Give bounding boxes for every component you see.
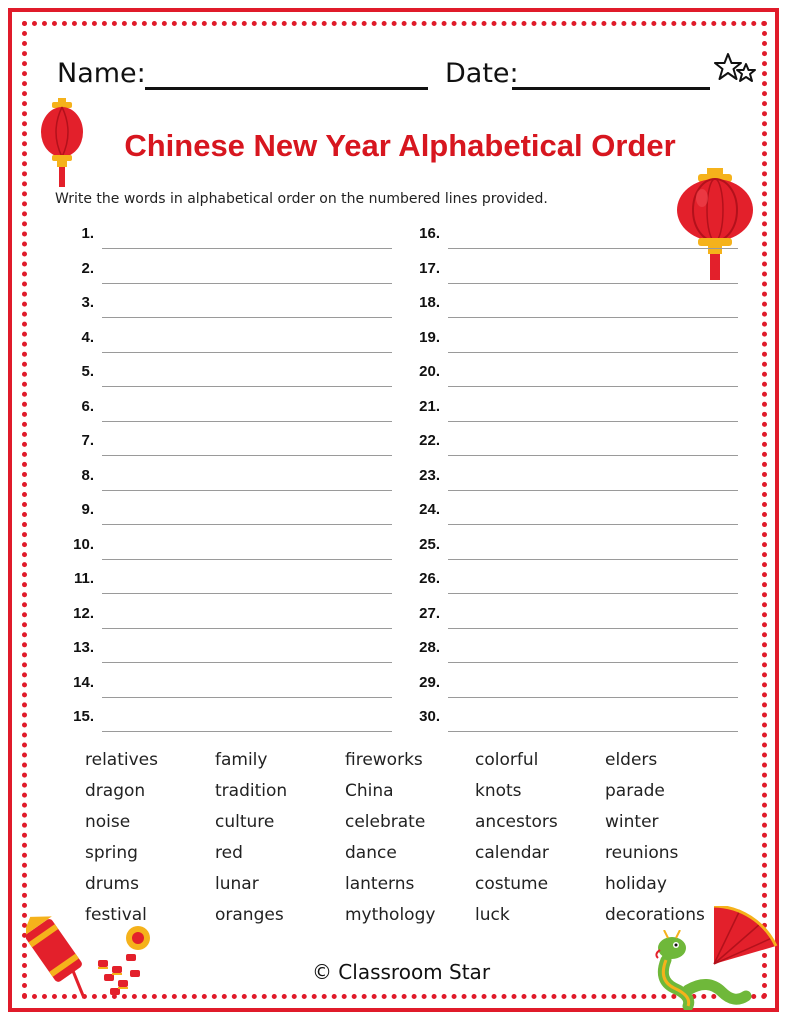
line-number: 17.: [419, 259, 440, 277]
line-number: 7.: [81, 432, 94, 449]
line-number: 2.: [81, 259, 94, 277]
answer-row: [400, 596, 760, 631]
word-bank-item: ancestors: [475, 812, 558, 832]
answer-row: [54, 458, 414, 493]
name-field[interactable]: [145, 87, 428, 90]
answer-line[interactable]: [448, 248, 738, 249]
answer-row: [54, 492, 414, 527]
line-number: 29.: [419, 673, 440, 691]
answer-line[interactable]: [102, 421, 392, 422]
line-number: 14.: [73, 673, 94, 691]
answer-line[interactable]: [448, 317, 738, 318]
word-bank-item: parade: [605, 781, 665, 801]
answer-row: [400, 389, 760, 424]
line-number: 27.: [419, 604, 440, 622]
word-bank-item: fireworks: [345, 750, 423, 770]
answer-row: [54, 389, 414, 424]
word-bank-item: China: [345, 781, 394, 801]
line-number: 9.: [81, 501, 94, 518]
line-number: 22.: [419, 432, 440, 449]
line-number: 19.: [419, 328, 440, 346]
answer-column-left: [54, 216, 414, 734]
answer-line[interactable]: [448, 559, 738, 560]
answer-row: [400, 699, 760, 734]
word-bank-item: noise: [85, 812, 131, 832]
answer-row: [54, 216, 414, 251]
line-number: 1.: [81, 225, 94, 242]
word-bank-item: dance: [345, 843, 397, 863]
line-number: 4.: [81, 328, 94, 346]
answer-line[interactable]: [102, 628, 392, 629]
answer-line[interactable]: [102, 455, 392, 456]
answer-line[interactable]: [102, 352, 392, 353]
answer-row: [54, 665, 414, 700]
word-bank-item: reunions: [605, 843, 679, 863]
answer-line[interactable]: [102, 593, 392, 594]
worksheet-title: Chinese New Year Alphabetical Order: [124, 128, 676, 163]
word-bank-item: lunar: [215, 874, 259, 894]
answer-line[interactable]: [102, 386, 392, 387]
line-number: 30.: [419, 708, 440, 725]
copyright-footer: © Classroom Star: [311, 960, 491, 984]
answer-column-right: [400, 216, 760, 734]
answer-row: [400, 251, 760, 286]
word-bank-item: lanterns: [345, 874, 415, 894]
answer-row: [54, 596, 414, 631]
answer-row: [400, 285, 760, 320]
line-number: 24.: [419, 501, 440, 518]
answer-row: [54, 527, 414, 562]
answer-line[interactable]: [102, 283, 392, 284]
answer-line[interactable]: [102, 248, 392, 249]
line-number: 5.: [81, 363, 94, 380]
line-number: 28.: [419, 639, 440, 656]
word-bank-item: relatives: [85, 750, 158, 770]
line-number: 13.: [73, 639, 94, 656]
answer-line[interactable]: [448, 662, 738, 663]
date-field[interactable]: [512, 87, 710, 90]
answer-line[interactable]: [448, 421, 738, 422]
line-number: 18.: [419, 294, 440, 311]
answer-line[interactable]: [448, 283, 738, 284]
line-number: 15.: [73, 708, 94, 725]
answer-row: [54, 285, 414, 320]
answer-line[interactable]: [102, 662, 392, 663]
word-bank-item: drums: [85, 874, 139, 894]
date-label: Date:: [445, 58, 519, 89]
answer-line[interactable]: [102, 697, 392, 698]
answer-line[interactable]: [448, 524, 738, 525]
star-doodle-icon: [714, 52, 758, 88]
line-number: 16.: [419, 225, 440, 242]
answer-line[interactable]: [102, 317, 392, 318]
word-bank-item: colorful: [475, 750, 539, 770]
line-number: 10.: [73, 535, 94, 553]
name-label: Name:: [57, 58, 146, 89]
firecracker-icon: [26, 908, 166, 1000]
answer-row: [400, 423, 760, 458]
word-bank-item: dragon: [85, 781, 146, 801]
word-bank-item: mythology: [345, 905, 436, 925]
line-number: 25.: [419, 535, 440, 553]
word-bank-item: celebrate: [345, 812, 426, 832]
answer-row: [400, 354, 760, 389]
word-bank: [85, 750, 725, 936]
line-number: 21.: [419, 397, 440, 415]
answer-row: [54, 561, 414, 596]
word-bank-item: luck: [475, 905, 510, 925]
word-bank-item: tradition: [215, 781, 288, 801]
word-bank-item: spring: [85, 843, 138, 863]
line-number: 20.: [419, 363, 440, 380]
word-bank-item: holiday: [605, 874, 667, 894]
word-bank-item: festival: [85, 905, 147, 925]
answer-line[interactable]: [448, 455, 738, 456]
line-number: 8.: [81, 466, 94, 484]
answer-line[interactable]: [102, 490, 392, 491]
word-bank-item: oranges: [215, 905, 284, 925]
answer-row: [400, 665, 760, 700]
answer-row: [54, 630, 414, 665]
answer-row: [54, 423, 414, 458]
answer-row: [400, 492, 760, 527]
word-bank-item: winter: [605, 812, 659, 832]
line-number: 23.: [419, 466, 440, 484]
answer-line[interactable]: [102, 524, 392, 525]
word-bank-item: family: [215, 750, 268, 770]
word-bank-item: costume: [475, 874, 549, 894]
word-bank-item: elders: [605, 750, 658, 770]
line-number: 6.: [81, 397, 94, 415]
answer-row: [400, 527, 760, 562]
answer-line[interactable]: [448, 490, 738, 491]
answer-row: [54, 699, 414, 734]
answer-row: [400, 216, 760, 251]
word-bank-item: red: [215, 843, 243, 863]
answer-row: [54, 354, 414, 389]
answer-row: [54, 320, 414, 355]
answer-line[interactable]: [448, 697, 738, 698]
answer-line[interactable]: [448, 731, 738, 732]
line-number: 26.: [419, 570, 440, 587]
answer-line[interactable]: [448, 628, 738, 629]
answer-line[interactable]: [448, 593, 738, 594]
answer-row: [400, 630, 760, 665]
answer-line[interactable]: [102, 731, 392, 732]
answer-row: [400, 561, 760, 596]
answer-row: [400, 458, 760, 493]
answer-line[interactable]: [448, 352, 738, 353]
answer-row: [54, 251, 414, 286]
line-number: 12.: [73, 604, 94, 622]
answer-row: [400, 320, 760, 355]
word-bank-item: knots: [475, 781, 522, 801]
word-bank-item: decorations: [605, 905, 705, 925]
word-bank-item: calendar: [475, 843, 549, 863]
word-bank-item: culture: [215, 812, 275, 832]
instructions: Write the words in alphabetical order on the numbered lines provided.: [55, 191, 548, 207]
line-number: 3.: [81, 294, 94, 311]
line-number: 11.: [73, 570, 94, 587]
answer-line[interactable]: [448, 386, 738, 387]
answer-line[interactable]: [102, 559, 392, 560]
